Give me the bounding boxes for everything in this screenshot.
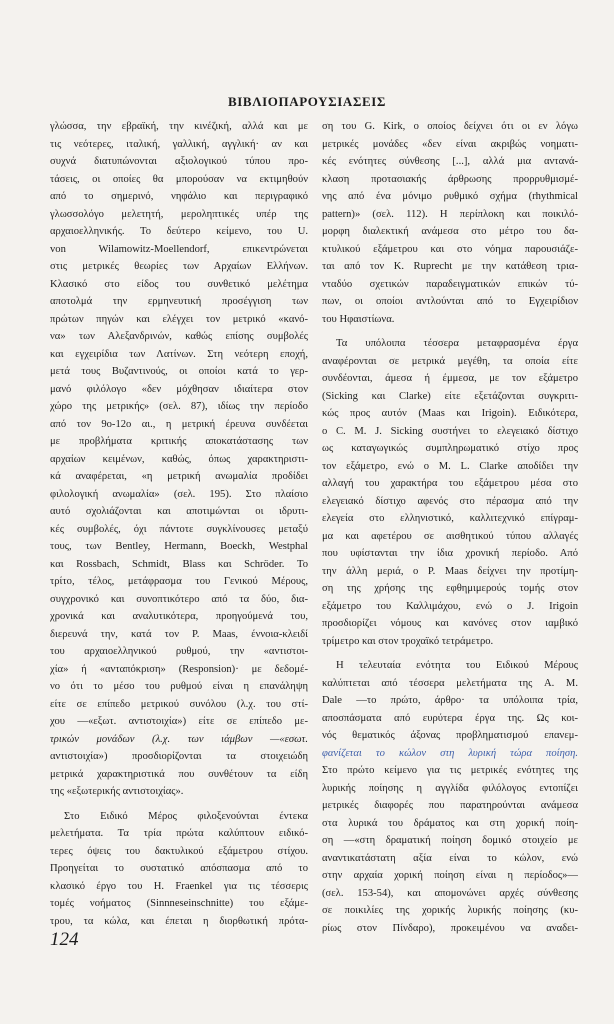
text-line: είτε σε επίπεδο μετρικού συνόλου (λ.χ. του στί- bbox=[50, 698, 308, 710]
text-line: ο C. M. J. Sicking συστήνει το ελεγειακό δίστιχο bbox=[322, 425, 578, 437]
text-line: τάσεις, οι οποίες θα μπορούσαν να εκτιμηθούν bbox=[50, 173, 308, 185]
text-line: γλωσσολόγο μελετητή, μεροληπτικές υπέρ της bbox=[50, 208, 308, 220]
text-line: του αρχαιοελληνικού ρυθμού, την «αντιστοι- bbox=[50, 646, 308, 657]
text-line: αναντικατάστατη αξία είναι το κώλον, ενώ bbox=[322, 852, 578, 864]
text-line: λυρικής ποίησης η αγγλίδα φιλόλογος εντοπίζει bbox=[322, 782, 578, 794]
text-line: Τα υπόλοιπα τέσσερα μεταφρασμένα έργα bbox=[336, 338, 578, 349]
text-line: νός θεματικός άξονας προβληματισμού επανεμ- bbox=[322, 730, 578, 741]
text-line: γλώσσα, την εβραϊκή, την κινέζική, αλλά και με bbox=[50, 121, 308, 132]
text-line: νταδύο σχετικών παραδειγματικών επικών τύ- bbox=[322, 278, 578, 290]
right-column bbox=[322, 118, 578, 937]
text-line: αποσπάσματα από ευρύτερα έργα της. Ως κοι- bbox=[322, 712, 578, 724]
text-line: μετρικές μονάδες «δεν είναι ακριβώς νοηματι- bbox=[322, 138, 578, 150]
text-line: στα λυρικά του δράματος και στη χορική ποίη- bbox=[322, 817, 578, 829]
text-line: pattern)» (σελ. 112). Η περίπλοκη και ποικιλό- bbox=[322, 208, 578, 220]
text-line: νης από ένα μόνιμο ρυθμικό σχήμα (rhythmical bbox=[322, 191, 578, 202]
text-line: αρχαίων κειμένων, καθώς, όπως χαρακτηριστι- bbox=[50, 453, 308, 465]
text-line: Κλασικό στο είδος του συνθετικό μελέτημα bbox=[50, 278, 308, 290]
text-line: να» των Αλεξανδρινών, καθώς επίσης συμβολές bbox=[50, 331, 308, 342]
text-line: ρίως στον Πίνδαρο), προκειμένου να αναδει- bbox=[322, 922, 578, 934]
text-line: Στο πρώτο κείμενο για τις μετρικές ενότητες της bbox=[322, 765, 578, 776]
text-line: τρίτο, τέλος, μετάφρασμα του Γενικού Μέρους, bbox=[50, 576, 308, 587]
running-header: ΒΙΒΛΙΟΠΑΡΟΥΣΙΑΣΕΙΣ bbox=[228, 94, 386, 109]
text-line: ται από τον K. Ruprecht με την κατάθεση τρια- bbox=[322, 261, 578, 272]
text-line: της «εξωτερικής αντιστοιχίας». bbox=[50, 786, 184, 797]
text-line: μελετήματα. Τα τρία πρώτα καλύπτουν ειδικό- bbox=[50, 828, 308, 839]
text-line: Η τελευταία ενότητα του Ειδικού Μέρους bbox=[336, 660, 578, 671]
text-line: που υφίστανται την ίδια χρονική περίοδο. Από bbox=[322, 548, 578, 559]
text-line: κτυλικού εξάμετρου και στο νόημα παρουσιάζε- bbox=[322, 243, 578, 255]
text-line: κά αναφέρεται, «η μετρική ανωμαλία προδίδει bbox=[50, 471, 308, 482]
text-line: Στο Ειδικό Μέρος φιλοξενούνται έντεκα bbox=[64, 810, 308, 822]
text-line: και Rossbach, Schmidt, Blass και Schröder. Το bbox=[50, 558, 308, 570]
text-line: κές ενότητες σύνθεσης [...], αλλά μια αντανά- bbox=[322, 156, 578, 167]
text-line: σε ποικιλίες της χορικής λυρικής ποίησης (κυ- bbox=[322, 905, 578, 916]
text-line: ση του G. Kirk, ο οποίος δείχνει ότι οι εν λόγω bbox=[322, 121, 578, 132]
text-line: την άλλη μεριά, ο P. Maas δείχνει την προτίμη- bbox=[322, 565, 578, 577]
text-line: κώς προς αυτόν (Maas και Irigoin). Ειδικότερα, bbox=[322, 408, 578, 419]
text-line: μα και αφετέρου σε αισθητικού τύπου αλλαγές bbox=[322, 530, 578, 542]
text-line: μανό φιλόλογο «δεν μόχθησαν ιδιαίτερα στον bbox=[50, 383, 308, 395]
text-line: von Wilamowitz-Moellendorf, επικεντρώνεται bbox=[50, 243, 308, 255]
text-line: με προβλήματα κριτικής αποκατάστασης των bbox=[50, 436, 308, 447]
page-number: 124 bbox=[50, 929, 79, 950]
text-line: του Ηφαιστίωνα. bbox=[322, 313, 395, 325]
text-line: αλλαγή του χαρακτήρα του εξάμετρου μέσα στο bbox=[322, 478, 578, 489]
text-line: από το σημερινό, νηφάλιο και περιγραφικό bbox=[50, 191, 308, 202]
text-line: τον εξάμετρο, ενώ ο M. L. Clarke αποδίδει την bbox=[322, 460, 578, 472]
text-line: πων, οι οποίοι αντλούνται από το Εγχειρίδιον bbox=[322, 296, 578, 307]
text-line: μετρικά χαρακτηριστικά που συνθέτουν τα είδη bbox=[50, 768, 308, 780]
text-line: εξάμετρο του Καλλιμάχου, ενώ ο J. Irigoin bbox=[322, 600, 578, 612]
text-line: χία» ή «ανταπόκριση» (Responsion)· με δεδομέ- bbox=[50, 663, 308, 675]
text-line: χώρο της μετρικής» (σελ. 87), ιδίως την περίοδο bbox=[50, 401, 308, 412]
text-line: νο ότι το μέσο του ρυθμού είναι η επανάληψη bbox=[50, 681, 308, 692]
text-line: τρικών μονάδων (λ.χ. των ιάμβων —«εσωτ. bbox=[50, 733, 308, 745]
left-column bbox=[50, 118, 308, 930]
text-line: καλύπτεται από τέσσερα μελετήματα της A. M. bbox=[322, 677, 578, 689]
text-line: χου —«εξωτ. αντιστοιχία») είτε σε επίπεδο με- bbox=[50, 716, 308, 727]
text-line: μετά τους Βυζαντινούς, οι οποίοι κατά το γερ- bbox=[50, 366, 308, 377]
text-line: τις νεότερες, ιταλική, γαλλική, αγγλική· αν και bbox=[50, 138, 308, 150]
text-line: και εγχειρίδια των Λατίνων. Στη νεότερη εποχή, bbox=[50, 348, 308, 360]
text-line: πρώτων πηγών και ελέγχει τον μετρικό «κανό- bbox=[50, 313, 308, 325]
text-line: συγχρονικό και συνοπτικότερο από τα δύο, δια- bbox=[50, 593, 308, 605]
text-line: κές συμβολές, όχι πάντοτε συγκλίνουσες μεταξύ bbox=[50, 523, 308, 535]
text-line: αυτό σχολιάζονται και αποτιμώνται οι ιδρυτι- bbox=[50, 506, 308, 517]
text-line: αναφέρονται σε μετρικά μεγέθη, τα οποία είτε bbox=[322, 355, 578, 367]
text-line: τους, των Bentley, Hermann, Boeckh, Westphal bbox=[50, 541, 308, 552]
text-line: Προηγείται το συστατικό απόσπασμα από το bbox=[50, 863, 308, 874]
text-line: ση —«στη δραματική ποίηση δομικό στοιχείο με bbox=[322, 835, 578, 846]
text-line: Dale —το πρώτο, άρθρο· τα υπόλοιπα τρία, bbox=[322, 695, 578, 706]
text-line: τρίμετρο και στον τροχαϊκό τετράμετρο. bbox=[322, 635, 494, 647]
text-line: (σελ. 153-54), και απομονώνει αρχές σύνθεσης bbox=[322, 887, 578, 899]
text-line: διερευνά την, κατά τον P. Maas, έννοια-κλειδί bbox=[50, 628, 308, 640]
text-line: χρονικά και αναλυτικότερα, προηγούμενά του, bbox=[50, 611, 308, 622]
text-line: μορφη διαλεκτική ανάμεσα στο μέτρο του δα- bbox=[322, 226, 578, 237]
text-line: τερες όψεις του δακτυλικού εξάμετρου στίχου. bbox=[50, 845, 308, 857]
text-line: αντιστοιχία») προσδιορίζονται τα στοιχειώδη bbox=[50, 751, 308, 762]
text-line: ελεγεία στο ελληνιστικό, καλλιτεχνικό επίγραμ- bbox=[322, 513, 578, 524]
text-line: αποτολμά την ερμηνευτική προσέγγιση των bbox=[50, 296, 308, 307]
highlighted-text-line: φανίζεται το κώλον στη λυρική τώρα ποίηση. bbox=[322, 747, 578, 759]
text-line: ως καταγωγικώς συμπληρωματικό στίχο προς bbox=[322, 443, 578, 454]
text-line: φιλολογική ανωμαλία» (σελ. 195). Στο πλαίσιο bbox=[50, 488, 308, 500]
text-line: (Sicking και Clarke) είτε εξετάζονται συγκριτι- bbox=[322, 390, 578, 402]
text-line: συχνά διατυπώνονται αξιολογικού τύπου προ- bbox=[50, 156, 308, 167]
text-line: προσδιορίζει νόμους και κανόνες στον ιαμβικό bbox=[322, 618, 578, 629]
text-line: τομές νοήματος (Sinnneseinschnitte) του εξάμε- bbox=[50, 898, 308, 909]
text-line: κλαση προτασιακής άρθρωσης προρρυθμισμέ- bbox=[322, 173, 578, 185]
text-line: αρχαιοελληνικής. Το δεύτερο κείμενο, του U. bbox=[50, 226, 308, 237]
text-line: ση της χρήσης της εφθημιμερούς τομής στον bbox=[322, 583, 578, 594]
text-line: συνδέονται, άμεσα ή έμμεσα, με τον εξάμετρο bbox=[322, 373, 578, 384]
text-line: στην αρχαία χορική ποίηση είναι η περίοδος»— bbox=[322, 870, 578, 881]
text-line: τρου, τα κώλα, και έπεται η διορθωτική πρότα- bbox=[50, 915, 308, 927]
text-line: κλασικό έργο του H. Fraenkel για τις τέσσερις bbox=[50, 880, 308, 892]
text-line: ελεγειακό δίστιχο αφενός στο πέρασμα από την bbox=[322, 495, 578, 507]
text-line: μετρικές διαφορές που παρατηρούνται ανάμεσα bbox=[322, 800, 578, 811]
text-line: από τον 9ο-12ο αι., η μετρική έρευνα συνδέεται bbox=[50, 418, 308, 430]
text-line: στις μετρικές θεωρίες των Αρχαίων Ελλήνων. bbox=[50, 261, 308, 272]
